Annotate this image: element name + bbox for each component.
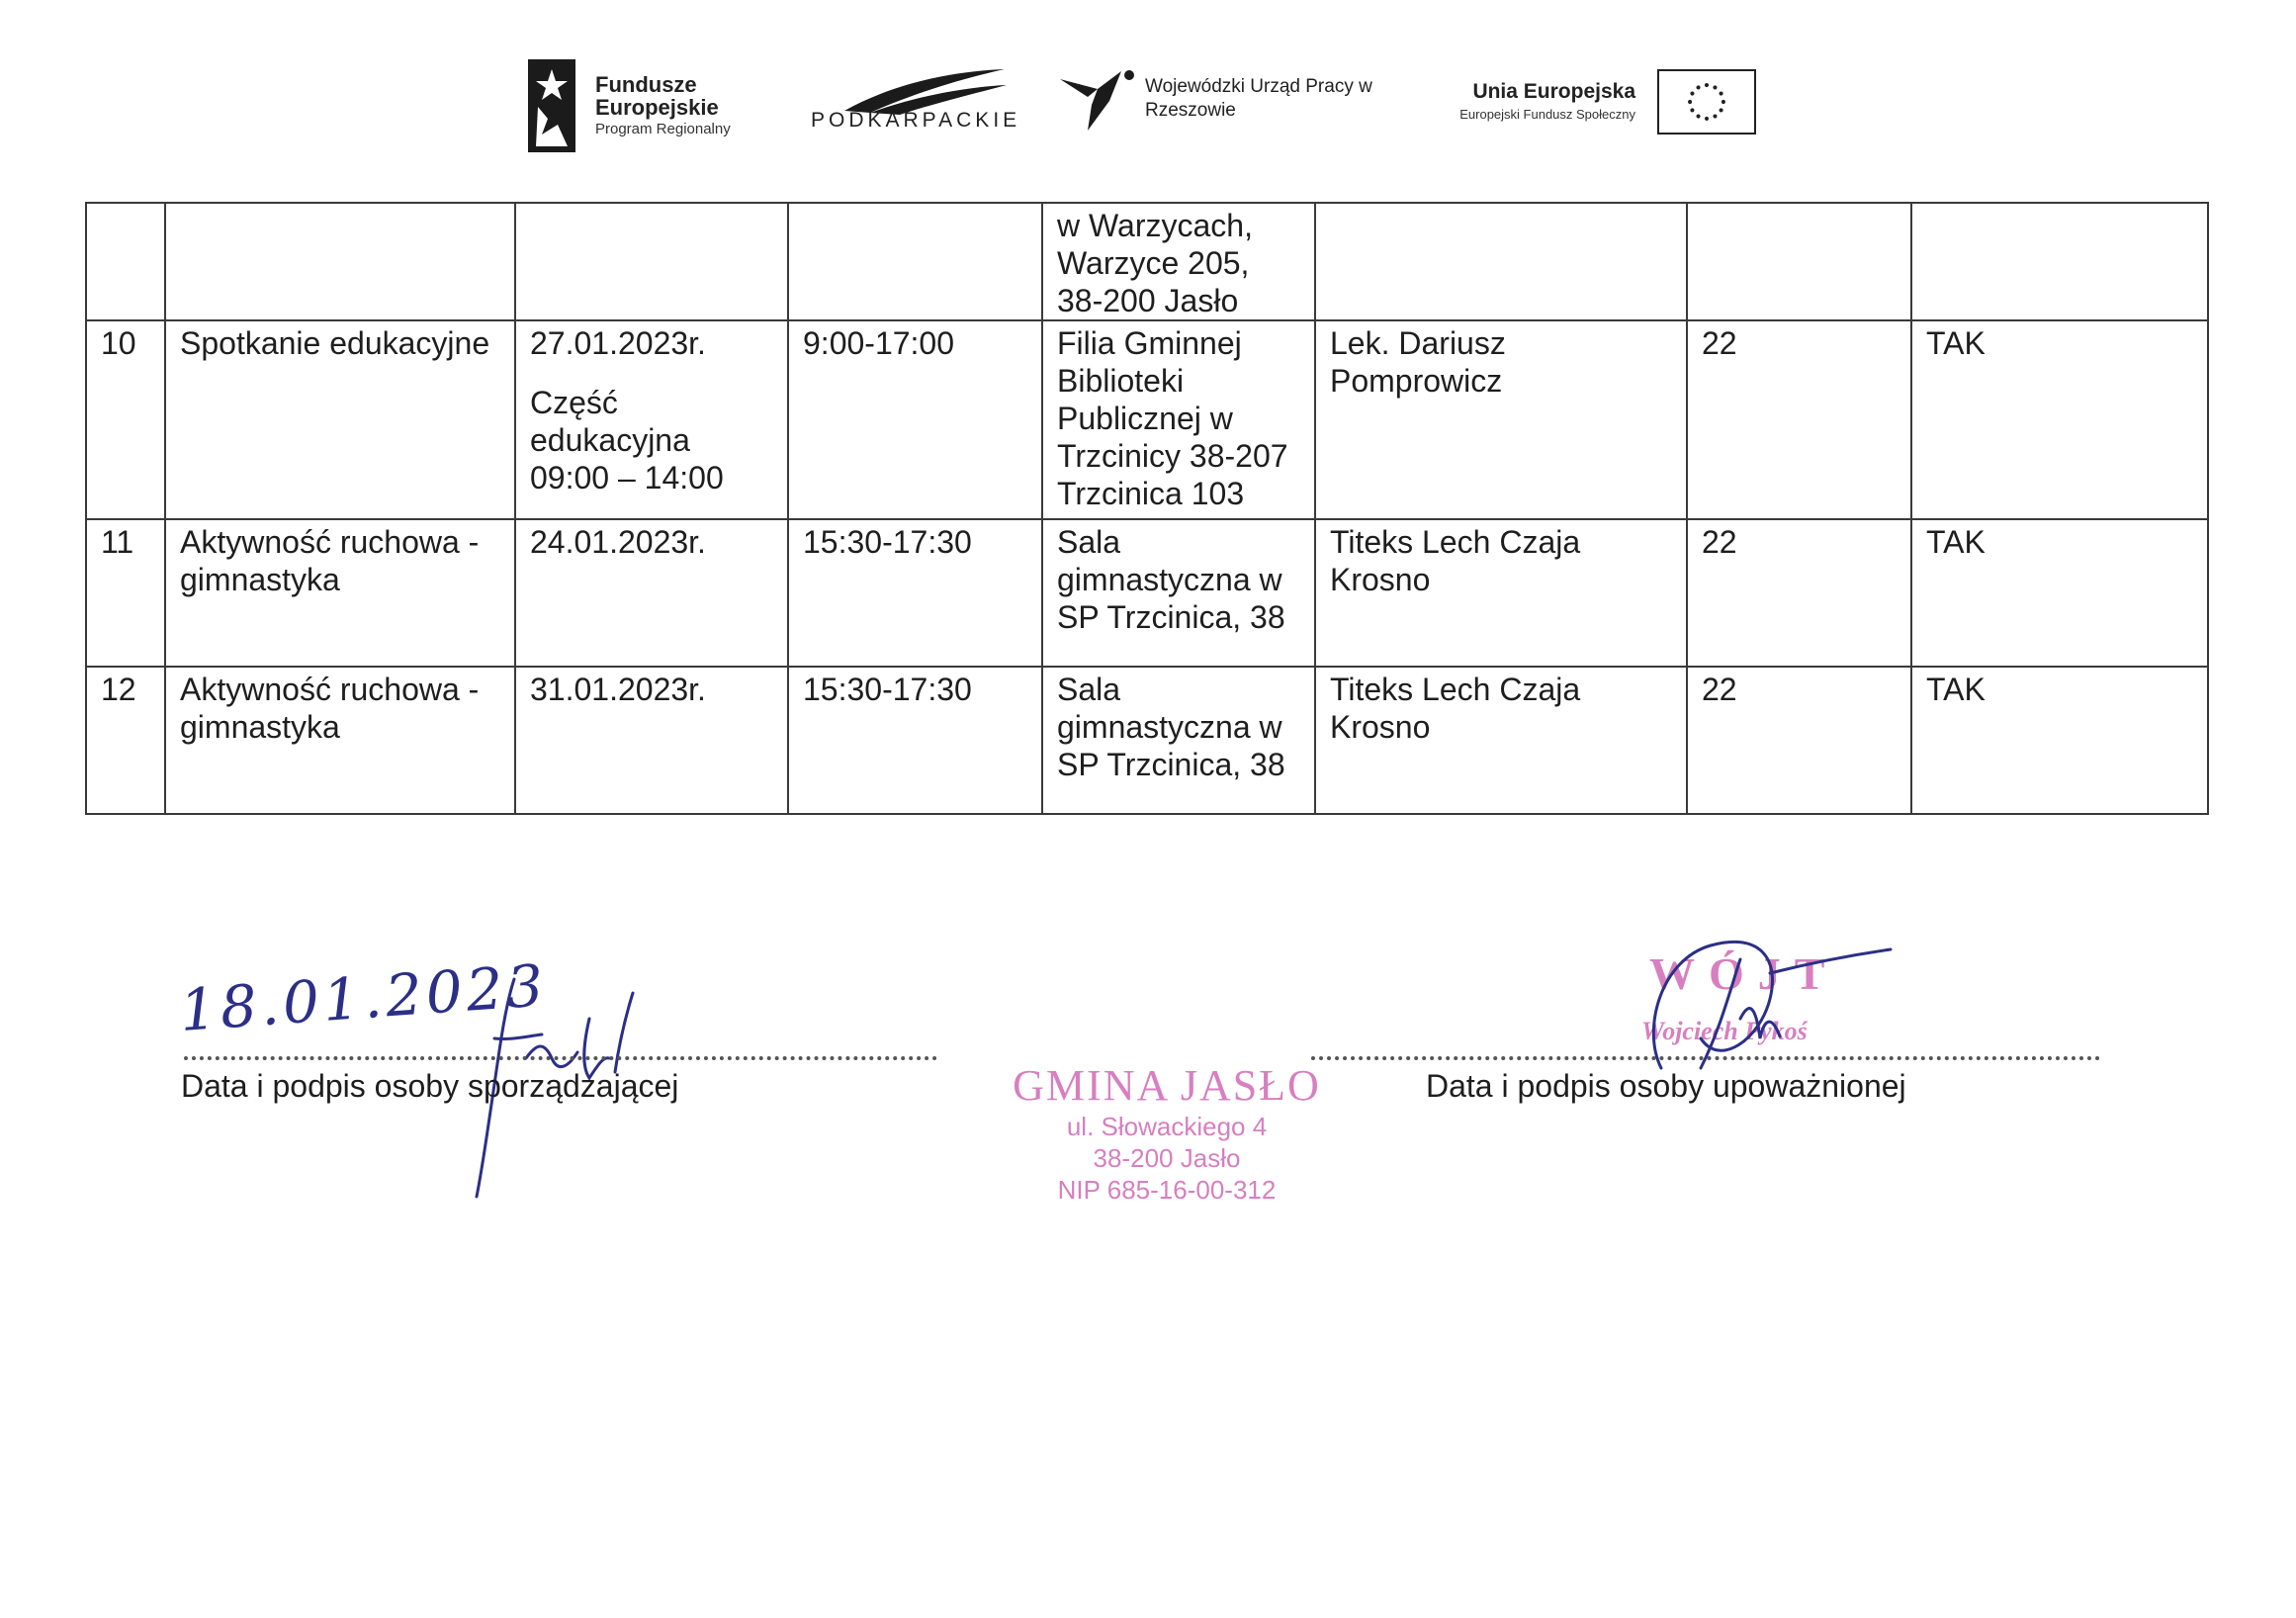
wup-title: Wojewódzki Urząd Pracy w Rzeszowie (1145, 76, 1372, 121)
eu-title: Unia Europejska (1472, 80, 1635, 103)
gmina-stamp (989, 1060, 1345, 1206)
stamp-nip: NIP 685-16-00-312 (1057, 1175, 1277, 1205)
cell-activity: Aktywność ruchowa - gimnastyka (165, 667, 515, 814)
label-prepared-by: Data i podpis osoby sporządzającej (181, 1068, 679, 1104)
cell-status (1911, 203, 2208, 320)
signature-line-right (1311, 1056, 2100, 1060)
cell-activity: Aktywność ruchowa - gimnastyka (165, 519, 515, 667)
table-row (86, 667, 2208, 814)
cell-activity: Spotkanie edukacyjne (165, 320, 515, 519)
cell-no: 12 (86, 667, 165, 814)
eu-logo (1414, 57, 1760, 166)
cell-date: 24.01.2023r. (515, 519, 788, 667)
cell-time: 15:30-17:30 (788, 667, 1042, 814)
cell-time: 9:00-17:00 (788, 320, 1042, 519)
cell-participants (1687, 203, 1911, 320)
cell-no: 10 (86, 320, 165, 519)
cell-no: 11 (86, 519, 165, 667)
cell-time: 15:30-17:30 (788, 519, 1042, 667)
wup-name (1145, 75, 1392, 123)
wojt-name: Wojciech Pykoś (1641, 1017, 1808, 1045)
podkarpackie-wing-icon (840, 65, 1009, 115)
table-row (86, 320, 2208, 519)
cell-participants: 22 (1687, 519, 1911, 667)
cell-place: Sala gimnastyczna w SP Trzcinica, 38 (1042, 519, 1315, 667)
cell-provider (1315, 203, 1687, 320)
cell-date (515, 320, 788, 519)
date-note: Część edukacyjna 09:00 – 14:00 (530, 385, 724, 495)
table-row-continued (86, 203, 2208, 320)
cell-provider: Titeks Lech Czaja Krosno (1315, 519, 1687, 667)
fe-title: Fundusze Europejskie (595, 72, 719, 121)
cell-provider: Lek. Dariusz Pomprowicz (1315, 320, 1687, 519)
cell-participants: 22 (1687, 320, 1911, 519)
signature-line-left (184, 1056, 937, 1060)
activities-table (85, 202, 2209, 815)
label-authorized: Data i podpis osoby upoważnionej (1426, 1068, 1906, 1104)
wojt-title: WÓJT (1649, 948, 1839, 999)
handwritten-signature-right (1602, 920, 1899, 1088)
stamp-name: GMINA JASŁO (1013, 1061, 1321, 1110)
wup-logo (1058, 57, 1414, 166)
cell-activity (165, 203, 515, 320)
eu-subtitle: Europejski Fundusz Społeczny (1459, 107, 1635, 123)
cell-date (515, 203, 788, 320)
cell-no (86, 203, 165, 320)
cell-provider: Titeks Lech Czaja Krosno (1315, 667, 1687, 814)
handwritten-date: 18.01.2023 (177, 951, 550, 1044)
signature-area (0, 890, 2296, 1226)
cell-time (788, 203, 1042, 320)
podkarpackie-logo (811, 57, 1028, 166)
logo-strip (0, 57, 2296, 166)
podkarpackie-wordmark: PODKARPACKIE (811, 109, 1021, 132)
fundusze-europejskie-star-icon (528, 59, 575, 152)
cell-place: w Warzycach, Warzyce 205, 38-200 Jasło (1042, 203, 1315, 320)
date-value: 27.01.2023r. (530, 325, 706, 361)
table-row (86, 519, 2208, 667)
wup-bird-icon (1058, 61, 1135, 136)
eu-flag-icon (1657, 69, 1756, 135)
cell-place: Sala gimnastyczna w SP Trzcinica, 38 (1042, 667, 1315, 814)
fe-subtitle: Program Regionalny (595, 121, 731, 138)
cell-status: TAK (1911, 667, 2208, 814)
fundusze-europejskie-logo (528, 57, 765, 166)
cell-participants: 22 (1687, 667, 1911, 814)
cell-place: Filia Gminnej Biblioteki Publicznej w Trzcinicy 38-207 Trzcinica 103 (1042, 320, 1315, 519)
cell-status: TAK (1911, 519, 2208, 667)
cell-date: 31.01.2023r. (515, 667, 788, 814)
stamp-street: ul. Słowackiego 4 (1066, 1112, 1268, 1141)
stamp-city: 38-200 Jasło (1093, 1143, 1241, 1173)
cell-status: TAK (1911, 320, 2208, 519)
